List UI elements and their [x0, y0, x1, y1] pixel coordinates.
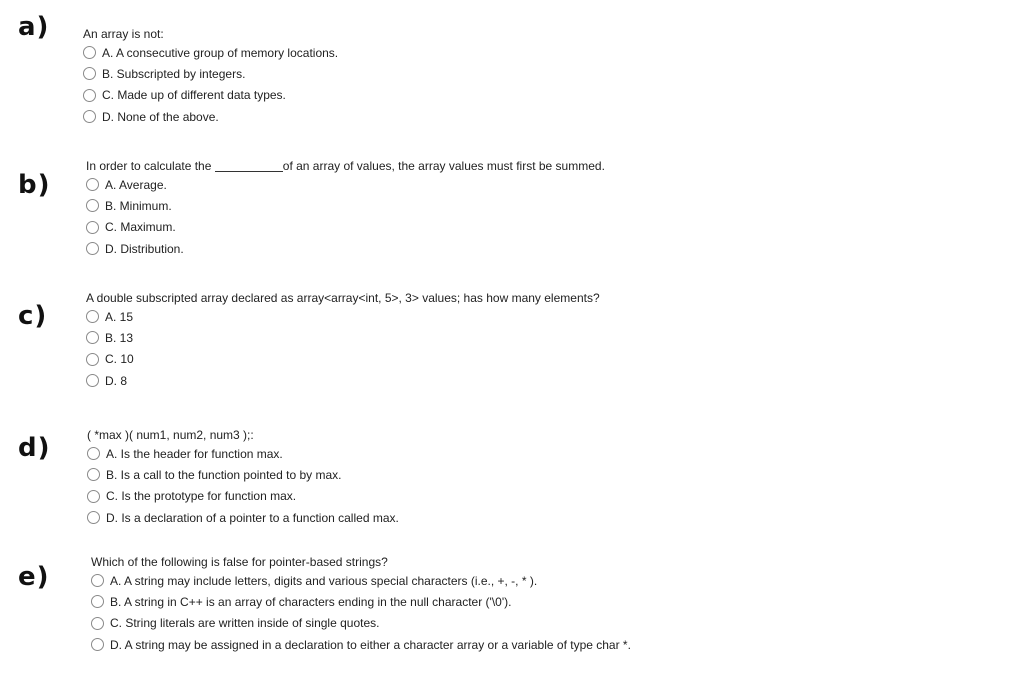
- question-b-letter: b): [18, 170, 51, 200]
- question-b-prompt: [86, 159, 605, 174]
- question-b-option-b[interactable]: [86, 195, 605, 216]
- radio-icon[interactable]: [83, 67, 96, 80]
- question-c-prompt: A double subscripted array declared as array<array<int, 5>, 3> values; has how many elements?: [86, 291, 600, 305]
- option-label: B. Minimum.: [105, 198, 172, 213]
- question-d-option-d[interactable]: [87, 507, 399, 528]
- option-label: B. Subscripted by integers.: [102, 66, 246, 81]
- fill-in-blank: [215, 171, 283, 172]
- question-a-prompt: An array is not:: [83, 27, 164, 41]
- radio-icon[interactable]: [86, 374, 99, 387]
- option-label: B. A string in C++ is an array of characters ending in the null character ('\0').: [110, 594, 512, 609]
- option-label: D. None of the above.: [102, 109, 219, 124]
- option-label: A. Is the header for function max.: [106, 446, 283, 461]
- question-e: [91, 555, 631, 655]
- question-e-option-d[interactable]: [91, 634, 631, 655]
- option-label: B. Is a call to the function pointed to by max.: [106, 467, 342, 482]
- question-d-option-c[interactable]: [87, 486, 399, 507]
- question-e-prompt: Which of the following is false for pointer-based strings?: [91, 555, 388, 569]
- question-d-prompt: ( *max )( num1, num2, num3 );:: [87, 428, 254, 442]
- question-c-option-c[interactable]: [86, 349, 600, 370]
- question-e-letter: e): [18, 562, 50, 592]
- radio-icon[interactable]: [91, 595, 104, 608]
- question-b-option-c[interactable]: [86, 217, 605, 238]
- question-c-letter: c): [18, 301, 48, 331]
- option-label: A. A string may include letters, digits and various special characters (i.e., +, -, * ).: [110, 573, 538, 588]
- question-d-option-b[interactable]: [87, 464, 399, 485]
- question-b: [86, 159, 605, 259]
- option-label: C. Made up of different data types.: [102, 88, 286, 103]
- question-c: [86, 291, 600, 391]
- question-c-option-b[interactable]: [86, 327, 600, 348]
- question-a: [83, 27, 338, 127]
- radio-icon[interactable]: [86, 242, 99, 255]
- option-label: A. A consecutive group of memory locations.: [102, 45, 339, 60]
- radio-icon[interactable]: [83, 89, 96, 102]
- radio-icon[interactable]: [86, 353, 99, 366]
- question-b-prompt-after: of an array of values, the array values must first be summed.: [282, 159, 605, 173]
- question-a-letter: a): [18, 12, 50, 42]
- radio-icon[interactable]: [91, 574, 104, 587]
- option-label: C. 10: [105, 352, 134, 367]
- question-a-option-c[interactable]: [83, 85, 338, 106]
- question-a-option-b[interactable]: [83, 63, 338, 84]
- question-e-option-c[interactable]: [91, 613, 631, 634]
- radio-icon[interactable]: [86, 199, 99, 212]
- question-d-option-a[interactable]: [87, 443, 399, 464]
- question-d-letter: d): [18, 433, 51, 463]
- radio-icon[interactable]: [91, 638, 104, 651]
- option-label: C. Is the prototype for function max.: [106, 489, 297, 504]
- question-a-option-d[interactable]: [83, 106, 338, 127]
- question-a-option-a[interactable]: [83, 42, 338, 63]
- radio-icon[interactable]: [91, 617, 104, 630]
- radio-icon[interactable]: [87, 490, 100, 503]
- question-c-option-a[interactable]: [86, 306, 600, 327]
- question-d: [87, 428, 399, 528]
- radio-icon[interactable]: [86, 310, 99, 323]
- question-b-option-d[interactable]: [86, 238, 605, 259]
- option-label: D. Distribution.: [105, 241, 184, 256]
- radio-icon[interactable]: [86, 331, 99, 344]
- option-label: D. A string may be assigned in a declaration to either a character array or a variable of type char *.: [110, 637, 631, 652]
- question-c-option-d[interactable]: [86, 370, 600, 391]
- question-b-prompt-before: In order to calculate the: [86, 159, 212, 173]
- option-label: C. String literals are written inside of single quotes.: [110, 616, 380, 631]
- option-label: D. 8: [105, 373, 128, 388]
- radio-icon[interactable]: [86, 178, 99, 191]
- radio-icon[interactable]: [86, 221, 99, 234]
- option-label: A. 15: [105, 309, 134, 324]
- question-e-option-b[interactable]: [91, 591, 631, 612]
- radio-icon[interactable]: [83, 110, 96, 123]
- radio-icon[interactable]: [83, 46, 96, 59]
- radio-icon[interactable]: [87, 511, 100, 524]
- radio-icon[interactable]: [87, 447, 100, 460]
- question-e-option-a[interactable]: [91, 570, 631, 591]
- option-label: D. Is a declaration of a pointer to a function called max.: [106, 510, 399, 525]
- option-label: A. Average.: [105, 177, 167, 192]
- option-label: B. 13: [105, 330, 134, 345]
- radio-icon[interactable]: [87, 468, 100, 481]
- option-label: C. Maximum.: [105, 220, 176, 235]
- question-b-option-a[interactable]: [86, 174, 605, 195]
